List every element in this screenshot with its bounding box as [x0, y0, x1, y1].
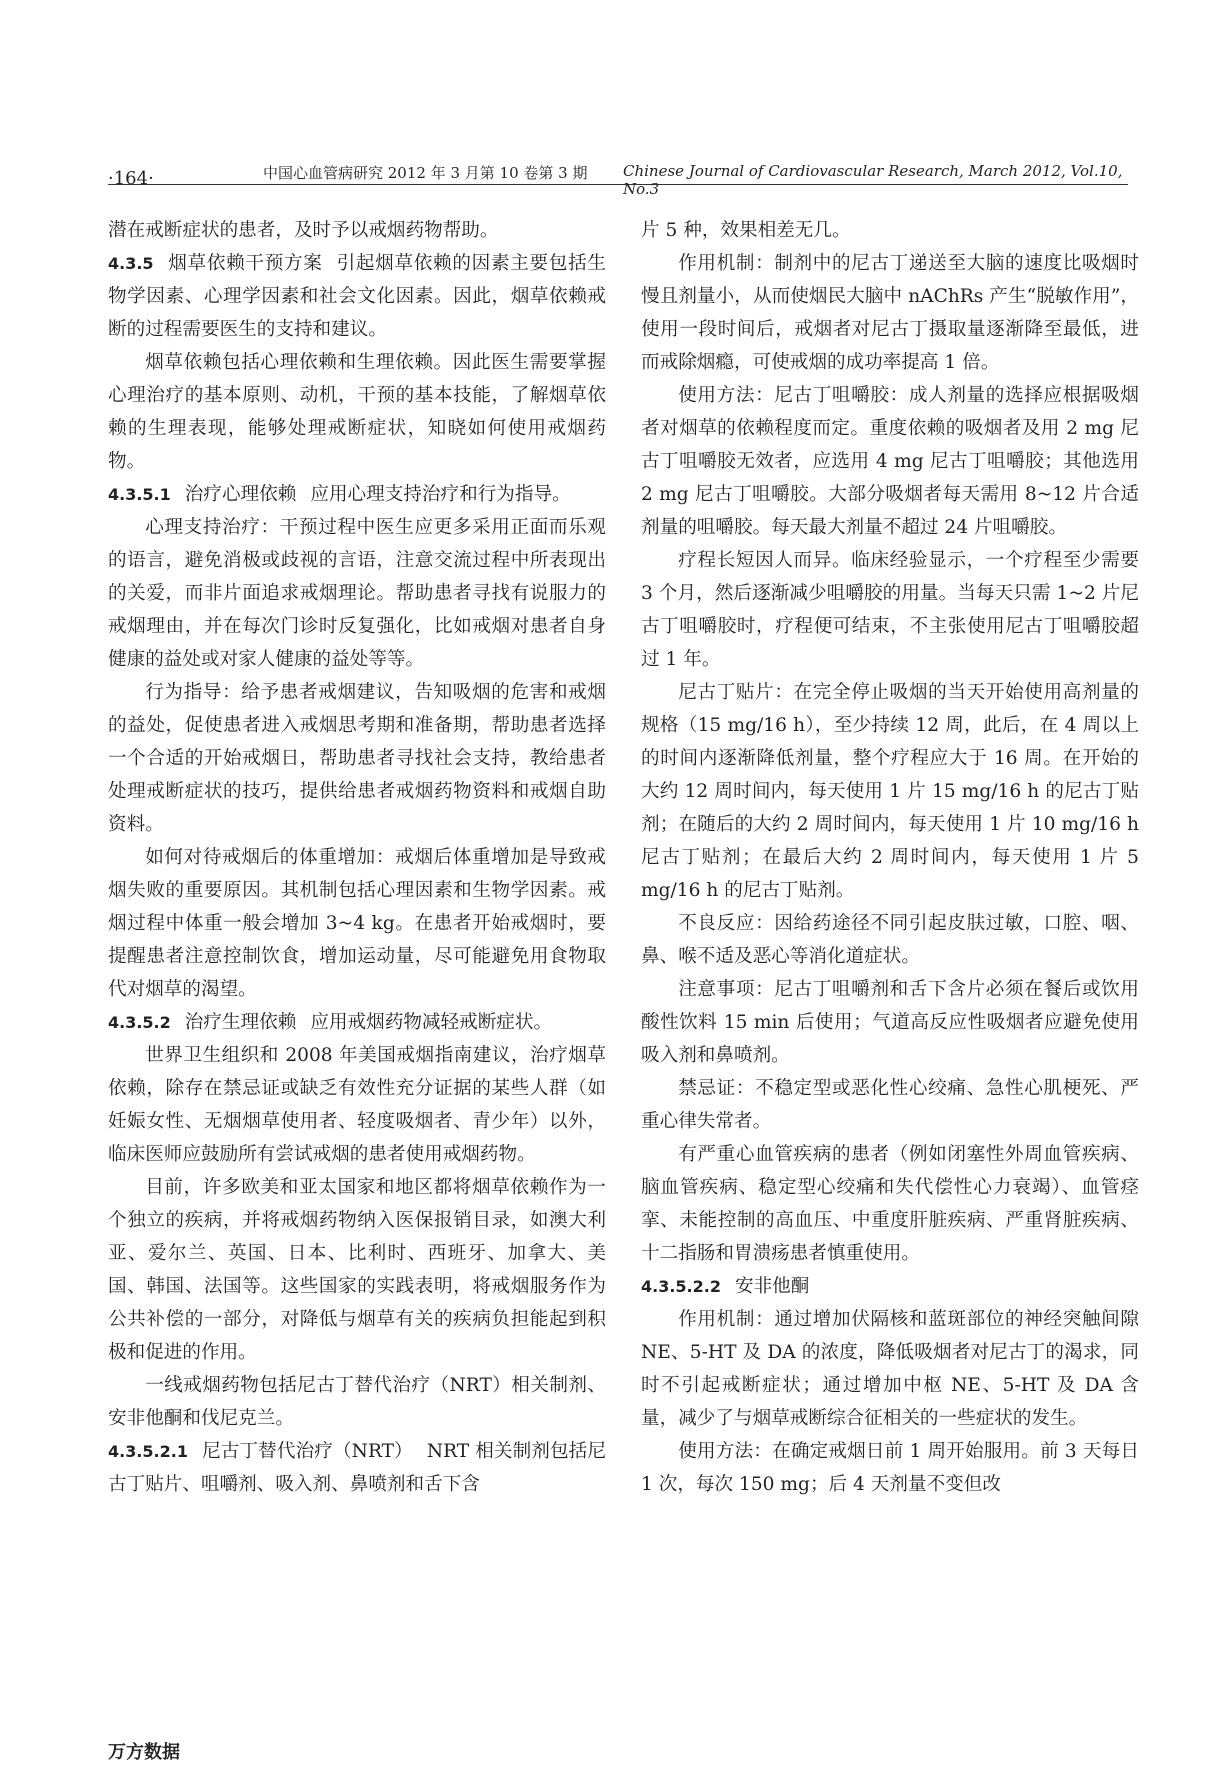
section-text: 应用心理支持治疗和行为指导。	[310, 484, 571, 505]
section-4-3-5-2-2	[641, 1270, 1139, 1303]
section-text: 应用戒烟药物减轻戒断症状。	[310, 1012, 553, 1033]
left-column	[108, 214, 606, 1734]
section-number: 4.3.5.2.1	[108, 1442, 188, 1461]
paragraph: 烟草依赖包括心理依赖和生理依赖。因此医生需要掌握心理治疗的基本原则、动机，干预的基本技能，了解烟草依赖的生理表现，能够处理戒断症状，知晓如何使用戒烟药物。	[108, 352, 606, 472]
paragraph: 作用机制：制剂中的尼古丁递送至大脑的速度比吸烟时慢且剂量小，从而使烟民大脑中 nAChRs 产生“脱敏作用”，使用一段时间后，戒烟者对尼古丁摄取量逐渐降至最低，进而戒除烟瘾，可使戒烟的成功率提高 1 倍。	[641, 253, 1139, 373]
paragraph: 一线戒烟药物包括尼古丁替代治疗（NRT）相关制剂、安非他酮和伐尼克兰。	[108, 1375, 606, 1429]
journal-title-cn: 中国心血管病研究 2012 年 3 月第 10 卷第 3 期	[263, 164, 588, 182]
paragraph: 注意事项：尼古丁咀嚼剂和舌下含片必须在餐后或饮用酸性饮料 15 min 后使用；气道高反应性吸烟者应避免使用吸入剂和鼻喷剂。	[641, 979, 1139, 1066]
paragraph: 如何对待戒烟后的体重增加：戒烟后体重增加是导致戒烟失败的重要原因。其机制包括心理因素和生物学因素。戒烟过程中体重一般会增加 3~4 kg。在患者开始戒烟时，要提醒患者注意控制饮食，增加运动量，尽可能避免用食物取代对烟草的渴望。	[108, 847, 606, 1000]
right-column	[641, 214, 1139, 1734]
paragraph: 尼古丁贴片：在完全停止吸烟的当天开始使用高剂量的规格（15 mg/16 h），至少持续 12 周，此后，在 4 周以上的时间内逐渐降低剂量，整个疗程应大于 16 周。在开始的大约 12 周时间内，每天使用 1 片 15 mg/16 h 的尼古丁贴剂；在随后的大约 2 周时间内，每天使用 1 片 10 mg/16 h 尼古丁贴剂；在最后大约 2 周时间内，每天使用 1 片 5 mg/16 h 的尼古丁贴剂。	[641, 682, 1139, 901]
paragraph: 疗程长短因人而异。临床经验显示，一个疗程至少需要 3 个月，然后逐渐减少咀嚼胶的用量。当每天只需 1~2 片尼古丁咀嚼胶时，疗程便可结束，不主张使用尼古丁咀嚼胶超过 1 年。	[641, 550, 1139, 670]
section-4-3-5	[108, 247, 606, 346]
section-4-3-5-1	[108, 478, 606, 511]
paragraph: 使用方法：在确定戒烟日前 1 周开始服用。前 3 天每日 1 次，每次 150 mg；后 4 天剂量不变但改	[641, 1441, 1139, 1495]
section-title: 治疗心理依赖	[184, 484, 297, 505]
section-title: 尼古丁替代治疗（NRT）	[201, 1441, 413, 1462]
paragraph: 心理支持治疗：干预过程中医生应更多采用正面而乐观的语言，避免消极或歧视的言语，注意交流过程中所表现出的关爱，而非片面追求戒烟理论。帮助患者寻找有说服力的戒烟理由，并在每次门诊时反复强化，比如戒烟对患者自身健康的益处或对家人健康的益处等等。	[108, 517, 606, 670]
page-number: ·164·	[108, 168, 154, 189]
paragraph: 目前，许多欧美和亚太国家和地区都将烟草依赖作为一个独立的疾病，并将戒烟药物纳入医保报销目录，如澳大利亚、爱尔兰、英国、日本、比利时、西班牙、加拿大、美国、韩国、法国等。这些国家的实践表明，将戒烟服务作为公共补偿的一部分，对降低与烟草有关的疾病负担能起到积极和促进的作用。	[108, 1177, 606, 1363]
paragraph: 使用方法：尼古丁咀嚼胶：成人剂量的选择应根据吸烟者对烟草的依赖程度而定。重度依赖的吸烟者及用 2 mg 尼古丁咀嚼胶无效者，应选用 4 mg 尼古丁咀嚼胶；其他选用 2 mg 尼古丁咀嚼胶。大部分吸烟者每天需用 8~12 片合适剂量的咀嚼胶。每天最大剂量不超过 24 片咀嚼胶。	[641, 385, 1139, 538]
section-text: NRT 相关制剂包括尼古丁贴片、咀嚼剂、吸入剂、鼻喷剂和舌下含	[108, 1441, 606, 1495]
section-number: 4.3.5.1	[108, 485, 171, 504]
journal-title-en: Chinese Journal of Cardiovascular Research, March 2012, Vol.10, No.3	[623, 162, 1123, 198]
paragraph: 片 5 种，效果相差无几。	[641, 220, 851, 241]
paragraph: 潜在戒断症状的患者，及时予以戒烟药物帮助。	[108, 220, 499, 241]
section-title: 安非他酮	[734, 1276, 810, 1297]
paragraph: 世界卫生组织和 2008 年美国戒烟指南建议，治疗烟草依赖，除存在禁忌证或缺乏有效性充分证据的某些人群（如妊娠女性、无烟烟草使用者、轻度吸烟者、青少年）以外，临床医师应鼓励所有尝试戒烟的患者使用戒烟药物。	[108, 1045, 606, 1165]
paragraph: 禁忌证：不稳定型或恶化性心绞痛、急性心肌梗死、严重心律失常者。	[641, 1078, 1139, 1132]
section-4-3-5-2-1	[108, 1435, 606, 1501]
paragraph: 有严重心血管疾病的患者（例如闭塞性外周血管疾病、脑血管疾病、稳定型心绞痛和失代偿性心力衰竭）、血管痉挛、未能控制的高血压、中重度肝脏疾病、严重肾脏疾病、十二指肠和胃溃疡患者慎重使用。	[641, 1144, 1139, 1264]
section-text: 引起烟草依赖的因素主要包括生物学因素、心理学因素和社会文化因素。因此，烟草依赖戒断的过程需要医生的支持和建议。	[108, 253, 606, 340]
section-title: 治疗生理依赖	[184, 1012, 297, 1033]
section-title: 烟草依赖干预方案	[167, 253, 323, 274]
section-number: 4.3.5.2.2	[641, 1277, 721, 1296]
running-header	[108, 150, 1128, 198]
paragraph: 不良反应：因给药途径不同引起皮肤过敏，口腔、咽、鼻、喉不适及恶心等消化道症状。	[641, 913, 1139, 967]
paragraph: 行为指导：给予患者戒烟建议，告知吸烟的危害和戒烟的益处，促使患者进入戒烟思考期和准备期，帮助患者选择一个合适的开始戒烟日，帮助患者寻找社会支持，教给患者处理戒断症状的技巧，提供给患者戒烟药物资料和戒烟自助资料。	[108, 682, 606, 835]
section-number: 4.3.5.2	[108, 1013, 171, 1032]
paragraph: 作用机制：通过增加伏隔核和蓝斑部位的神经突触间隙 NE、5-HT 及 DA 的浓度，降低吸烟者对尼古丁的渴求，同时不引起戒断症状；通过增加中枢 NE、5-HT 及 DA 含量，减少了与烟草戒断综合征相关的一些症状的发生。	[641, 1309, 1139, 1429]
section-4-3-5-2	[108, 1006, 606, 1039]
source-watermark: 万方数据	[108, 1742, 180, 1763]
section-number: 4.3.5	[108, 254, 154, 273]
